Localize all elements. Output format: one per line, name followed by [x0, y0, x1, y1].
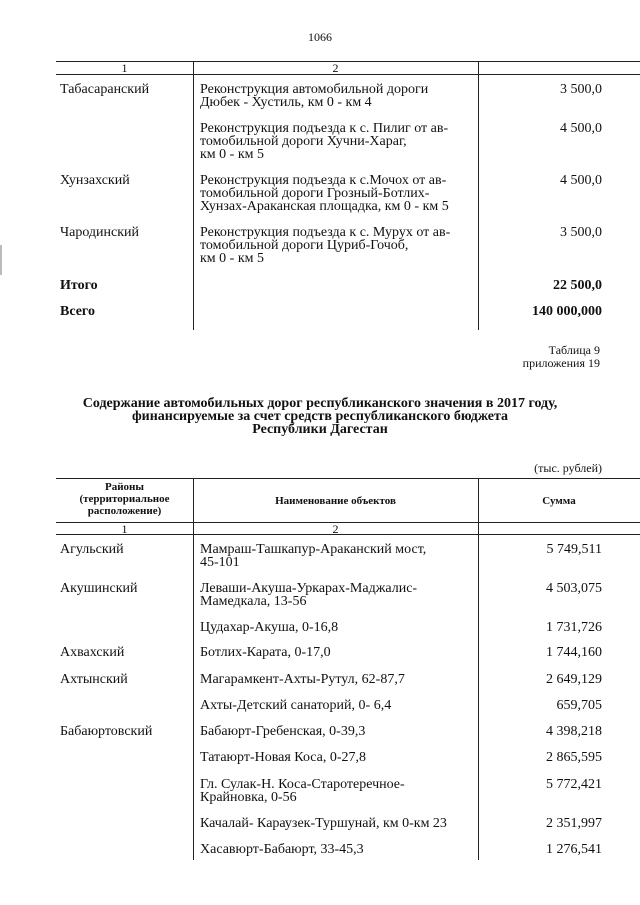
table-row-object: Леваши-Акуша-Уркарах-Маджалис- Мамедкала, 13-56: [200, 581, 418, 609]
table-row-sum: 659,705: [556, 698, 602, 713]
column-header-object: Наименование объектов: [275, 495, 396, 507]
table-row-district: Агульский: [60, 542, 124, 557]
table-row-object: Качалай- Караузек-Туршунай, км 0-км 23: [200, 816, 447, 831]
table-top-col-divider-2: [478, 61, 479, 330]
table-row-object: Реконструкция подъезда к с.Мочох от ав- томобильной дороги Грозный-Ботлих- Хунзах-Араканская площадка, км 0 - км 5: [200, 173, 449, 214]
grand-total-label: Всего: [60, 304, 95, 319]
table-row-sum: 3 500,0: [560, 82, 602, 97]
table-row-sum: 1 744,160: [546, 645, 602, 660]
table-main-colnum-2: 2: [332, 522, 339, 536]
section-title-line: финансируемые за счет средств республиканского бюджета: [131, 409, 509, 424]
table-row-district: Бабаюртовский: [60, 724, 153, 739]
table-top-header-divider: [56, 74, 640, 75]
table-row-object: Ахты-Детский санаторий, 0- 6,4: [200, 698, 392, 713]
section-title-line: Содержание автомобильных дорог республиканского значения в 2017 году,: [82, 396, 558, 411]
table-row-object: Хасавюрт-Бабаюрт, 33-45,3: [200, 842, 364, 857]
table-row-sum: 2 351,997: [546, 816, 602, 831]
table-row-object: Магарамкент-Ахты-Рутул, 62-87,7: [200, 672, 405, 687]
column-header-district: Районы (территориальное расположение): [79, 481, 170, 517]
table-row-sum: 1 276,541: [546, 842, 602, 857]
page-number: 1066: [308, 30, 332, 44]
table-main-border-top: [56, 478, 640, 479]
total-label: Итого: [60, 278, 98, 293]
table-row-district: Ахтынский: [60, 672, 128, 687]
total-value: 22 500,0: [553, 278, 602, 293]
table-row-sum: 4 398,218: [546, 724, 602, 739]
table-row-object: Цудахар-Акуша, 0-16,8: [200, 620, 339, 635]
table-main-col-divider-2: [478, 478, 479, 860]
units-note: (тыс. рублей): [534, 461, 602, 475]
table-row-sum: 4 500,0: [560, 173, 602, 188]
table-row-object: Бабаюрт-Гребенская, 0-39,3: [200, 724, 366, 739]
table-row-district: Чародинский: [60, 225, 140, 240]
table-row-object: Реконструкция подъезда к с. Пилиг от ав- томобильной дороги Хучни-Хараг, км 0 - км 5: [200, 121, 449, 162]
table-row-sum: 5 749,511: [546, 542, 602, 557]
section-title-line: Республики Дагестан: [252, 422, 388, 437]
table-row-object: Реконструкция подъезда к с. Мурух от ав- томобильной дороги Цуриб-Гочоб, км 0 - км 5: [200, 225, 451, 266]
table-row-object: Ботлих-Карата, 0-17,0: [200, 645, 331, 660]
table-row-object: Мамраш-Ташкапур-Араканский мост, 45-101: [200, 542, 427, 570]
table-row-sum: 4 500,0: [560, 121, 602, 136]
table-row-object: Гл. Сулак-Н. Коса-Старотеречное- Крайновка, 0-56: [200, 777, 405, 805]
table-row-sum: 2 649,129: [546, 672, 602, 687]
column-header-sum: Сумма: [542, 495, 576, 507]
table-row-object: Реконструкция автомобильной дороги Дюбек - Хустиль, км 0 - км 4: [200, 82, 429, 110]
table-row-district: Акушинский: [60, 581, 138, 596]
table-row-district: Хунзахский: [60, 173, 130, 188]
section-title: [60, 397, 580, 436]
table-row-district: Табасаранский: [60, 82, 150, 97]
table-row-object: Татаюрт-Новая Коса, 0-27,8: [200, 750, 367, 765]
table-row-sum: 2 865,595: [546, 750, 602, 765]
grand-total-value: 140 000,000: [532, 304, 602, 319]
table-row-sum: 4 503,075: [546, 581, 602, 596]
table-main-colnum-1: 1: [121, 522, 128, 536]
table-caption-number: Таблица 9: [548, 343, 600, 357]
table-caption-appendix: приложения 19: [522, 356, 600, 370]
table-top-colnum-1: 1: [121, 61, 128, 75]
table-row-sum: 5 772,421: [546, 777, 602, 792]
table-row-sum: 1 731,726: [546, 620, 602, 635]
table-main-col-divider-1: [193, 478, 194, 860]
table-top-col-divider-1: [193, 61, 194, 330]
page-edge-mark: [0, 245, 2, 275]
table-top-colnum-2: 2: [332, 61, 339, 75]
table-row-district: Ахвахский: [60, 645, 125, 660]
table-row-sum: 3 500,0: [560, 225, 602, 240]
